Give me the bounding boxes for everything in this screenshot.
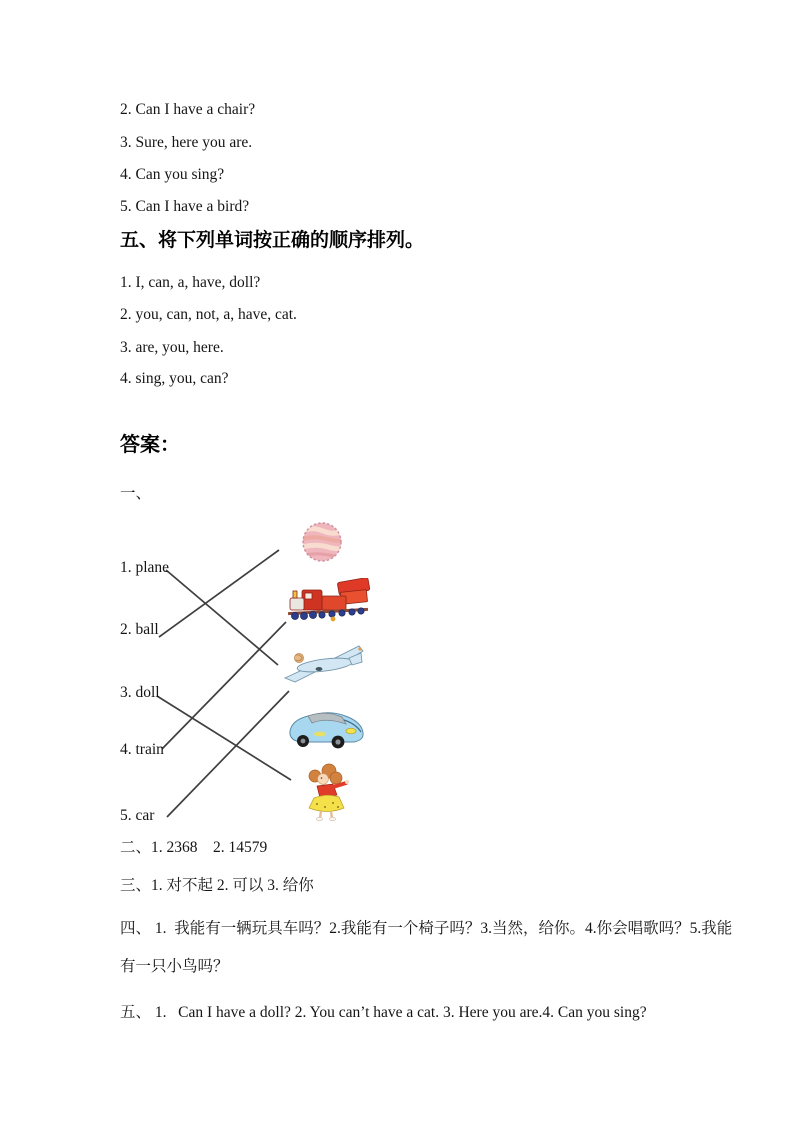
car-image: [286, 704, 366, 750]
match-label-doll: 3. doll: [120, 684, 160, 701]
answer-part1-label: 一、: [120, 485, 152, 502]
answer-part3-line: 三、1. 对不起 2. 可以 3. 给你: [120, 877, 314, 894]
word-order-item: 4. sing, you, can?: [120, 370, 229, 387]
sentence-line: 5. Can I have a bird?: [120, 198, 250, 215]
sentence-line: 4. Can you sing?: [120, 166, 225, 183]
word-order-item: 3. are, you, here.: [120, 339, 224, 356]
sentence-line: 2. Can I have a chair?: [120, 101, 256, 118]
sentence-line: 3. Sure, here you are.: [120, 134, 253, 151]
match-line-train: [162, 622, 286, 749]
answer-part4-line1: 四、 1. 我能有一辆玩具车吗？2.我能有一个椅子吗？3.当然，给你。4.你会唱歌吗？5.我能: [120, 920, 733, 937]
match-label-ball: 2. ball: [120, 621, 159, 638]
plane-image: [283, 644, 365, 684]
match-lines: [0, 510, 793, 842]
section5-heading: 五、将下列单词按正确的顺序排列。: [120, 230, 425, 251]
match-label-car: 5. car: [120, 807, 155, 824]
word-order-item: 1. I, can, a, have, doll?: [120, 274, 261, 291]
doll-image: [303, 763, 351, 821]
answers-heading: 答案：: [120, 434, 180, 456]
match-label-plane: 1. plane: [120, 559, 170, 576]
match-line-ball: [159, 550, 279, 637]
word-order-item: 2. you, can, not, a, have, cat.: [120, 306, 297, 323]
answer-part2-line: 二、1. 2368 2. 14579: [120, 839, 268, 856]
ball-image: [301, 521, 343, 563]
match-line-plane: [166, 570, 278, 665]
match-label-train: 4. train: [120, 741, 164, 758]
answer-part5-line: 五、 1. Can I have a doll? 2. You can’t have a cat. 3. Here you are.4. Can you sing?: [120, 1004, 647, 1021]
answer-part4-line2: 有一只小鸟吗？: [120, 958, 229, 975]
matching-diagram: [0, 510, 793, 842]
train-image: [286, 578, 372, 626]
match-line-car: [167, 691, 289, 817]
